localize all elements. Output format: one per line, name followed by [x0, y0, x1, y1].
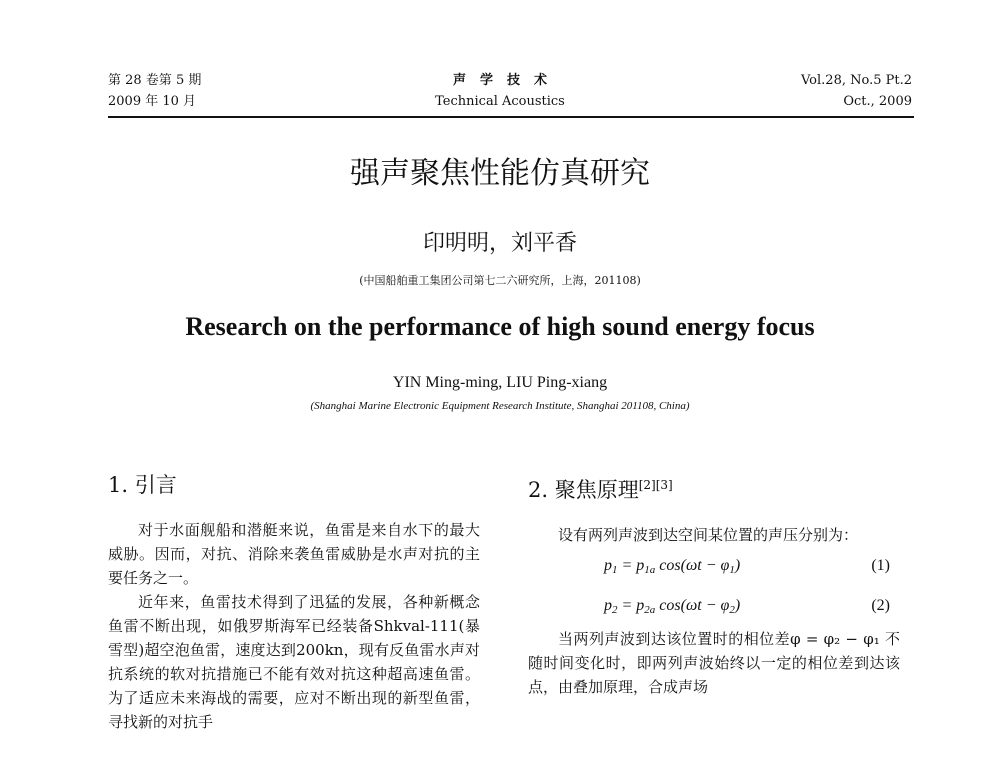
section-1-heading: 1. 引言	[108, 473, 177, 497]
section-1-paragraph-2: 近年来，鱼雷技术得到了迅猛的发展，各种新概念鱼雷不断出现，如俄罗斯海军已经装备Shkval-111(暴雪型)超空泡鱼雷，速度达到200kn，现有反鱼雷水声对抗系统的软对抗措施已不能有效对抗这种超高速鱼雷。为了适应未来海战的需要，应对不断出现的新型鱼雷，寻找新的对抗手	[108, 593, 480, 731]
affiliation-cn: (中国船舶重工集团公司第七二六研究所，上海，201108)	[359, 274, 641, 287]
paper-title-en: Research on the performance of high sound energy focus	[185, 312, 815, 341]
section-2-heading	[528, 470, 900, 505]
section-1-paragraph-1: 对于水面舰船和潜艇来说，鱼雷是来自水下的最大威胁。因而，对抗、消除来袭鱼雷威胁是水声对抗的主要任务之一。	[108, 521, 480, 587]
section-2-paragraph-1: 设有两列声波到达空间某位置的声压分别为：	[558, 526, 859, 544]
equation-1	[528, 547, 900, 587]
authors-cn: 印明明，刘平香	[422, 231, 577, 256]
right-column	[528, 470, 900, 699]
issue-date-cn: 2009 年 10 月	[108, 94, 197, 109]
header-rule	[108, 116, 914, 118]
equation-1-number: (1)	[871, 557, 890, 574]
issue-date-en: Oct., 2009	[843, 94, 912, 109]
section-2-citation: [2][3]	[638, 478, 673, 492]
volume-issue: 第 28 卷第 5 期	[108, 73, 202, 88]
paper-title-cn: 强声聚焦性能仿真研究	[350, 156, 650, 191]
equation-2-formula: $p_2 = p_{2a}$ $\cos(\omega t - \varphi_2)$	[604, 597, 741, 616]
equation-2	[528, 587, 900, 627]
journal-name-cn: 声学技术	[452, 73, 561, 88]
journal-name-en: Technical Acoustics	[435, 94, 565, 109]
equation-1-formula: $p_1 = p_{1a}$ $\cos(\omega t - \varphi_1)$	[604, 557, 741, 576]
section-2-title: 2. 聚焦原理	[528, 478, 639, 502]
equation-2-number: (2)	[871, 597, 890, 614]
left-column	[108, 470, 480, 734]
authors-en: YIN Ming-ming, LIU Ping-xiang	[392, 374, 608, 391]
journal-volume-en	[801, 70, 912, 112]
affiliation-en: (Shanghai Marine Electronic Equipment Research Institute, Shanghai 201108, China)	[310, 400, 690, 412]
section-2-paragraph-2: 当两列声波到达该位置时的相位差φ = φ₂ − φ₁ 不随时间变化时，即两列声波始终以一定的相位差到达该点，由叠加原理，合成声场	[528, 630, 900, 696]
volume-issue-en: Vol.28, No.5 Pt.2	[800, 73, 912, 88]
